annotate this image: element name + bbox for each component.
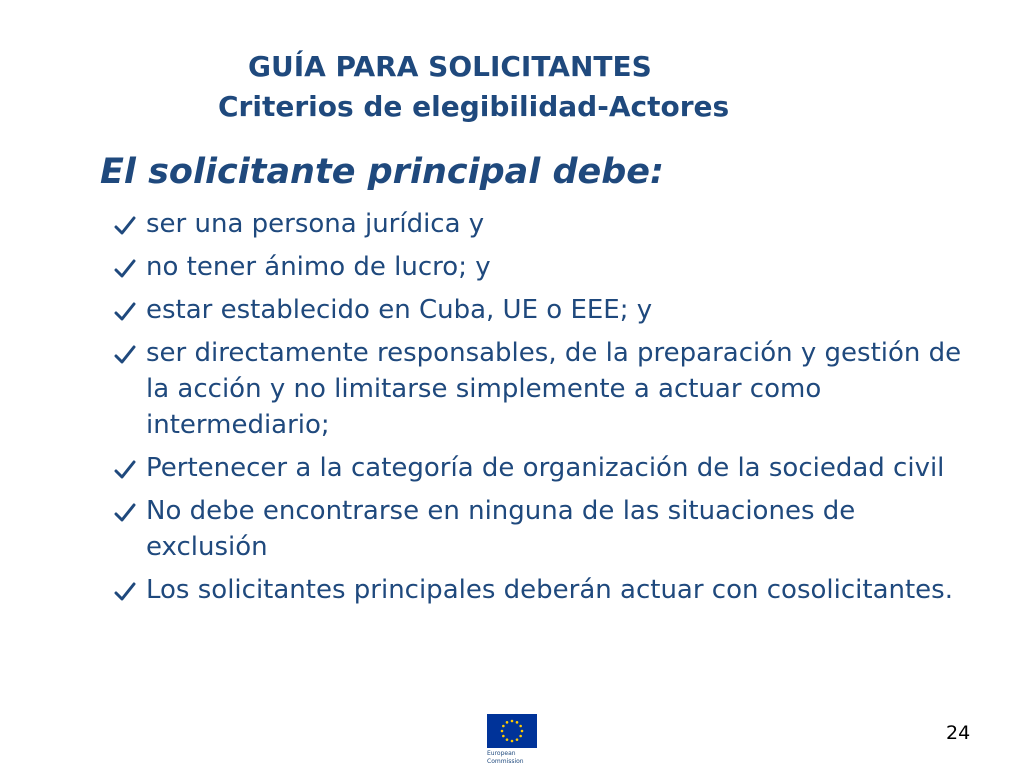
eu-star-icon — [516, 721, 519, 724]
list-item-text: estar establecido en Cuba, UE o EEE; y — [146, 295, 653, 325]
check-icon — [114, 249, 138, 285]
list-item-text: Pertenecer a la categoría de organización de la sociedad civil — [146, 453, 945, 483]
eu-star-icon — [506, 738, 509, 741]
eu-star-icon — [502, 725, 505, 728]
eu-star-icon — [521, 730, 524, 733]
eu-star-icon — [511, 720, 514, 723]
list-item — [114, 572, 974, 608]
list-item-text: ser una persona jurídica y — [146, 209, 485, 239]
section-heading: El solicitante principal debe: — [100, 152, 665, 192]
list-item — [114, 206, 974, 242]
eu-star-icon — [511, 740, 514, 743]
list-item-text: No debe encontrarse en ninguna de las situaciones de exclusión — [146, 496, 856, 562]
eu-star-icon — [501, 730, 504, 733]
check-icon — [114, 206, 138, 242]
list-item — [114, 335, 974, 443]
slide-title: GUÍA PARA SOLICITANTES — [248, 50, 652, 83]
logo-caption — [487, 750, 547, 766]
eu-star-icon — [502, 735, 505, 738]
list-item-text: Los solicitantes principales deberán actuar con cosolicitantes. — [146, 575, 953, 605]
check-icon — [114, 493, 138, 529]
check-icon — [114, 572, 138, 608]
eu-star-icon — [519, 725, 522, 728]
list-item-text: ser directamente responsables, de la preparación y gestión de la acción y no limitarse simplemente a actuar como intermediario; — [146, 338, 962, 440]
logo-caption-line: European — [487, 750, 516, 757]
page-number: 24 — [946, 722, 971, 744]
eu-star-icon — [519, 735, 522, 738]
eu-star-icon — [506, 721, 509, 724]
check-icon — [114, 335, 138, 371]
list-item-text: no tener ánimo de lucro; y — [146, 252, 491, 282]
european-commission-logo — [487, 714, 537, 768]
list-item — [114, 493, 974, 565]
check-icon — [114, 450, 138, 486]
list-item — [114, 450, 974, 486]
logo-caption-line: Commission — [487, 758, 524, 765]
slide-subtitle: Criterios de elegibilidad-Actores — [218, 90, 730, 123]
list-item — [114, 292, 974, 328]
eu-star-icon — [516, 738, 519, 741]
criteria-list — [114, 206, 974, 615]
eu-flag-icon — [487, 714, 537, 748]
list-item — [114, 249, 974, 285]
check-icon — [114, 292, 138, 328]
